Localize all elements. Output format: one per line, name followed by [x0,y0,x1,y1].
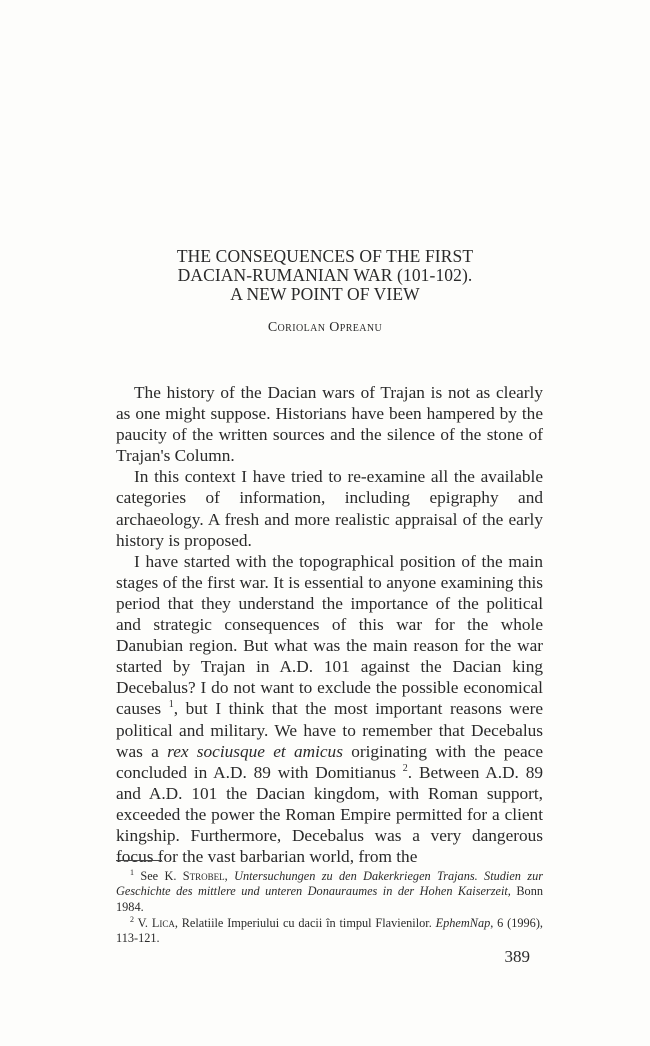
paragraph-3-text-c: originating with the peace concluded in A.D. 89 with Domitianus [116,741,544,782]
body-text [116,382,543,867]
paragraph-3-text-b: , but I think that the most important reasons were political and military. We have to remember that Decebalus was a [116,699,544,761]
footnote-1-author: Strobel [182,869,225,883]
footnote-2-mark: 2 [130,914,134,924]
paragraph-3 [116,551,543,867]
footnote-1: $^1$ See K. Strobel, Untersuchungen zu den Dakerkriegen Trajans. Studien zur Geschichte des mittlere und unteren Donauraumes in der Hohen Kaiserzeit, Bonn 1984. [116,867,544,914]
footnote-2-journal: EphemNap [435,915,491,930]
footnote-2-prefix: V. [137,915,148,930]
footnote-1-title: Untersuchungen zu den Dakerkriegen Trajans. Studien zur Geschichte des mittlere und unteren Donauraumes in der Hohen Kaiserzeit, [116,869,544,899]
footnote-1-prefix: See K. [140,869,177,883]
title-line-2: DACIAN-RUMANIAN WAR (101-102). [177,265,473,285]
author-name: Coriolan Opreanu [267,320,383,335]
paragraph-1: The history of the Dacian wars of Trajan is not as clearly as one might suppose. Historians have been hampered by the paucity of the written sources and the silence of the stone of Trajan's Column. [116,383,543,466]
article-title [145,247,505,304]
footnote-1-mark: 1 [130,867,134,877]
footnote-2-text: , Relatiile Imperiului cu dacii în timpul Flavienilor. [174,915,432,930]
paragraph-2: In this context I have tried to re-examine all the available categories of information, including epigraphy and archaeology. A fresh and more realistic appraisal of the early history is proposed. [116,467,543,550]
title-line-3: A NEW POINT OF VIEW [230,284,420,304]
title-line-1: THE CONSEQUENCES OF THE FIRST [176,246,474,266]
footnote-ref-2: 2 [402,762,408,774]
paragraph-3-text-a: I have started with the topographical position of the main stages of the first war. It is essential to anyone examining this period that they understand the importance of the political and strategic consequences of this war for the whole Danubian region. But what was the main reason for the war started by Trajan in A.D. 101 against the Dacian king Decebalus? I do not want to exclude the possible economical causes [116,551,543,719]
latin-phrase: rex sociusque et amicus [167,741,343,761]
footnote-ref-1: 1 [168,699,174,711]
footnote-2-author: Lica [151,915,175,930]
footnotes [116,869,543,947]
page-number: 389 [504,947,530,966]
footnote-1-rest: Bonn 1984. [116,884,543,914]
paragraph-3-text-d: . Between A.D. 89 and A.D. 101 the Dacian kingdom, with Roman support, exceeded the power the Roman Empire permitted for a client kingship. Furthermore, Decebalus was a very dangerous focus for the vast barbarian world, from the [116,762,543,867]
footnote-divider [116,860,162,861]
footnote-2-rest: , 6 (1996), 113-121. [116,915,543,946]
footnote-2 [116,916,543,947]
